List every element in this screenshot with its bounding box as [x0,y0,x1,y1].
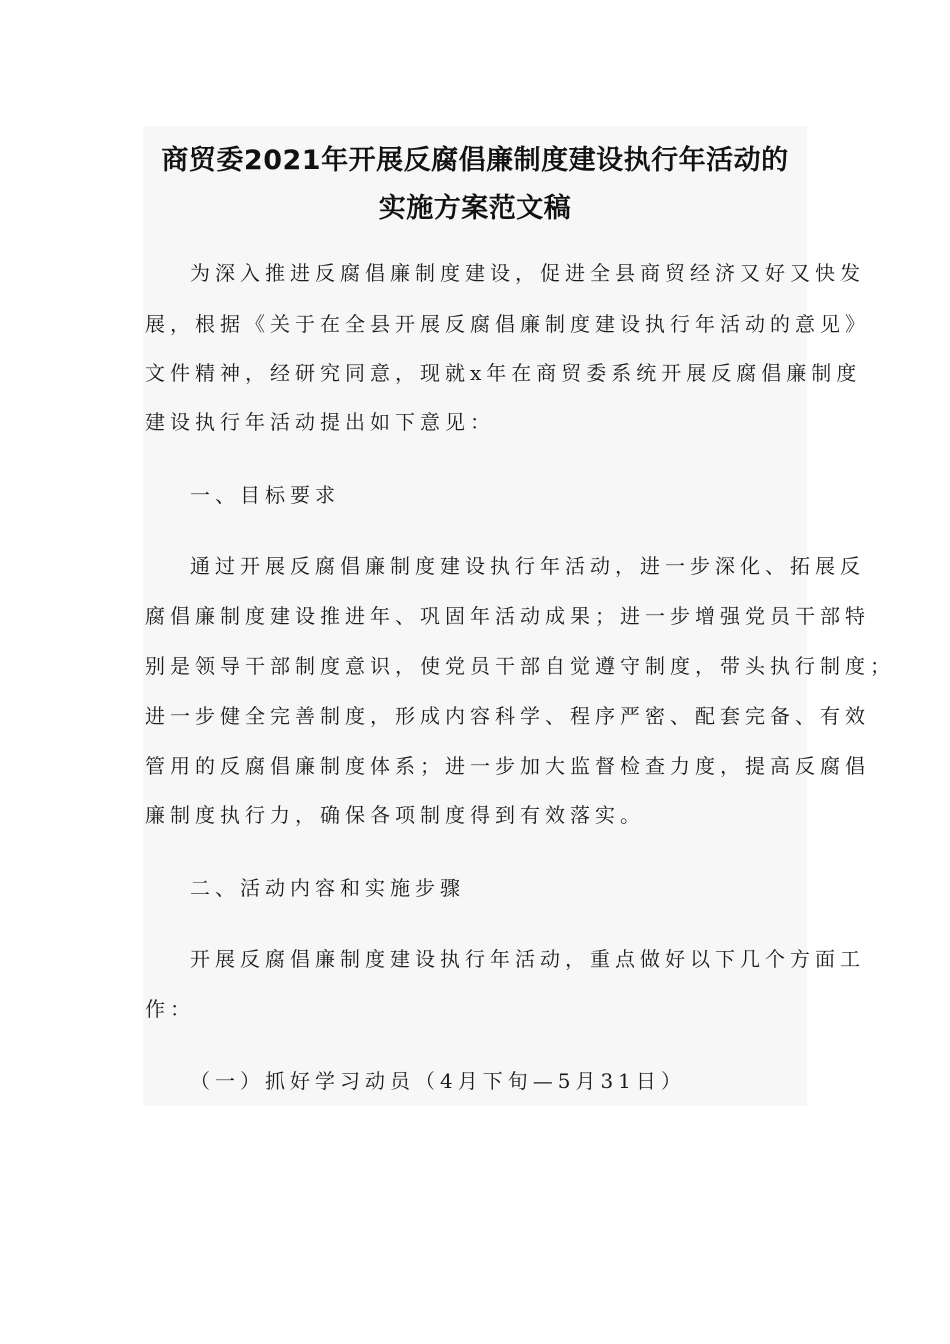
subsection-1-heading: （一）抓好学习动员（4月下旬—5月31日） [190,1069,686,1093]
section-2-line-1: 开展反腐倡廉制度建设执行年活动，重点做好以下几个方面工 [190,947,865,971]
intro-line-3: 文件精神，经研究同意，现就x年在商贸委系统开展反腐倡廉制度 [145,361,862,385]
intro-line-1: 为深入推进反腐倡廉制度建设，促进全县商贸经济又好又快发 [190,261,865,285]
section-2-line-2: 作： [145,997,195,1021]
intro-line-4: 建设执行年活动提出如下意见： [145,410,495,434]
document-title-line-2: 实施方案范文稿 [378,193,572,224]
section-1-line-4: 进一步健全完善制度，形成内容科学、程序严密、配套完备、有效 [145,704,870,728]
intro-line-2: 展，根据《关于在全县开展反腐倡廉制度建设执行年活动的意见》 [145,312,870,336]
section-1-line-3: 别是领导干部制度意识，使党员干部自觉遵守制度，带头执行制度； [145,654,895,678]
section-1-line-2: 腐倡廉制度建设推进年、巩固年活动成果；进一步增强党员干部特 [145,604,870,628]
section-1-line-5: 管用的反腐倡廉制度体系；进一步加大监督检查力度，提高反腐倡 [145,754,870,778]
section-1-line-6: 廉制度执行力，确保各项制度得到有效落实。 [145,803,645,827]
section-2-heading: 二、活动内容和实施步骤 [190,876,465,900]
section-1-line-1: 通过开展反腐倡廉制度建设执行年活动，进一步深化、拓展反 [190,554,865,578]
document-title-line-1: 商贸委2021年开展反腐倡廉制度建设执行年活动的 [161,145,789,176]
section-1-heading: 一、目标要求 [190,483,340,507]
